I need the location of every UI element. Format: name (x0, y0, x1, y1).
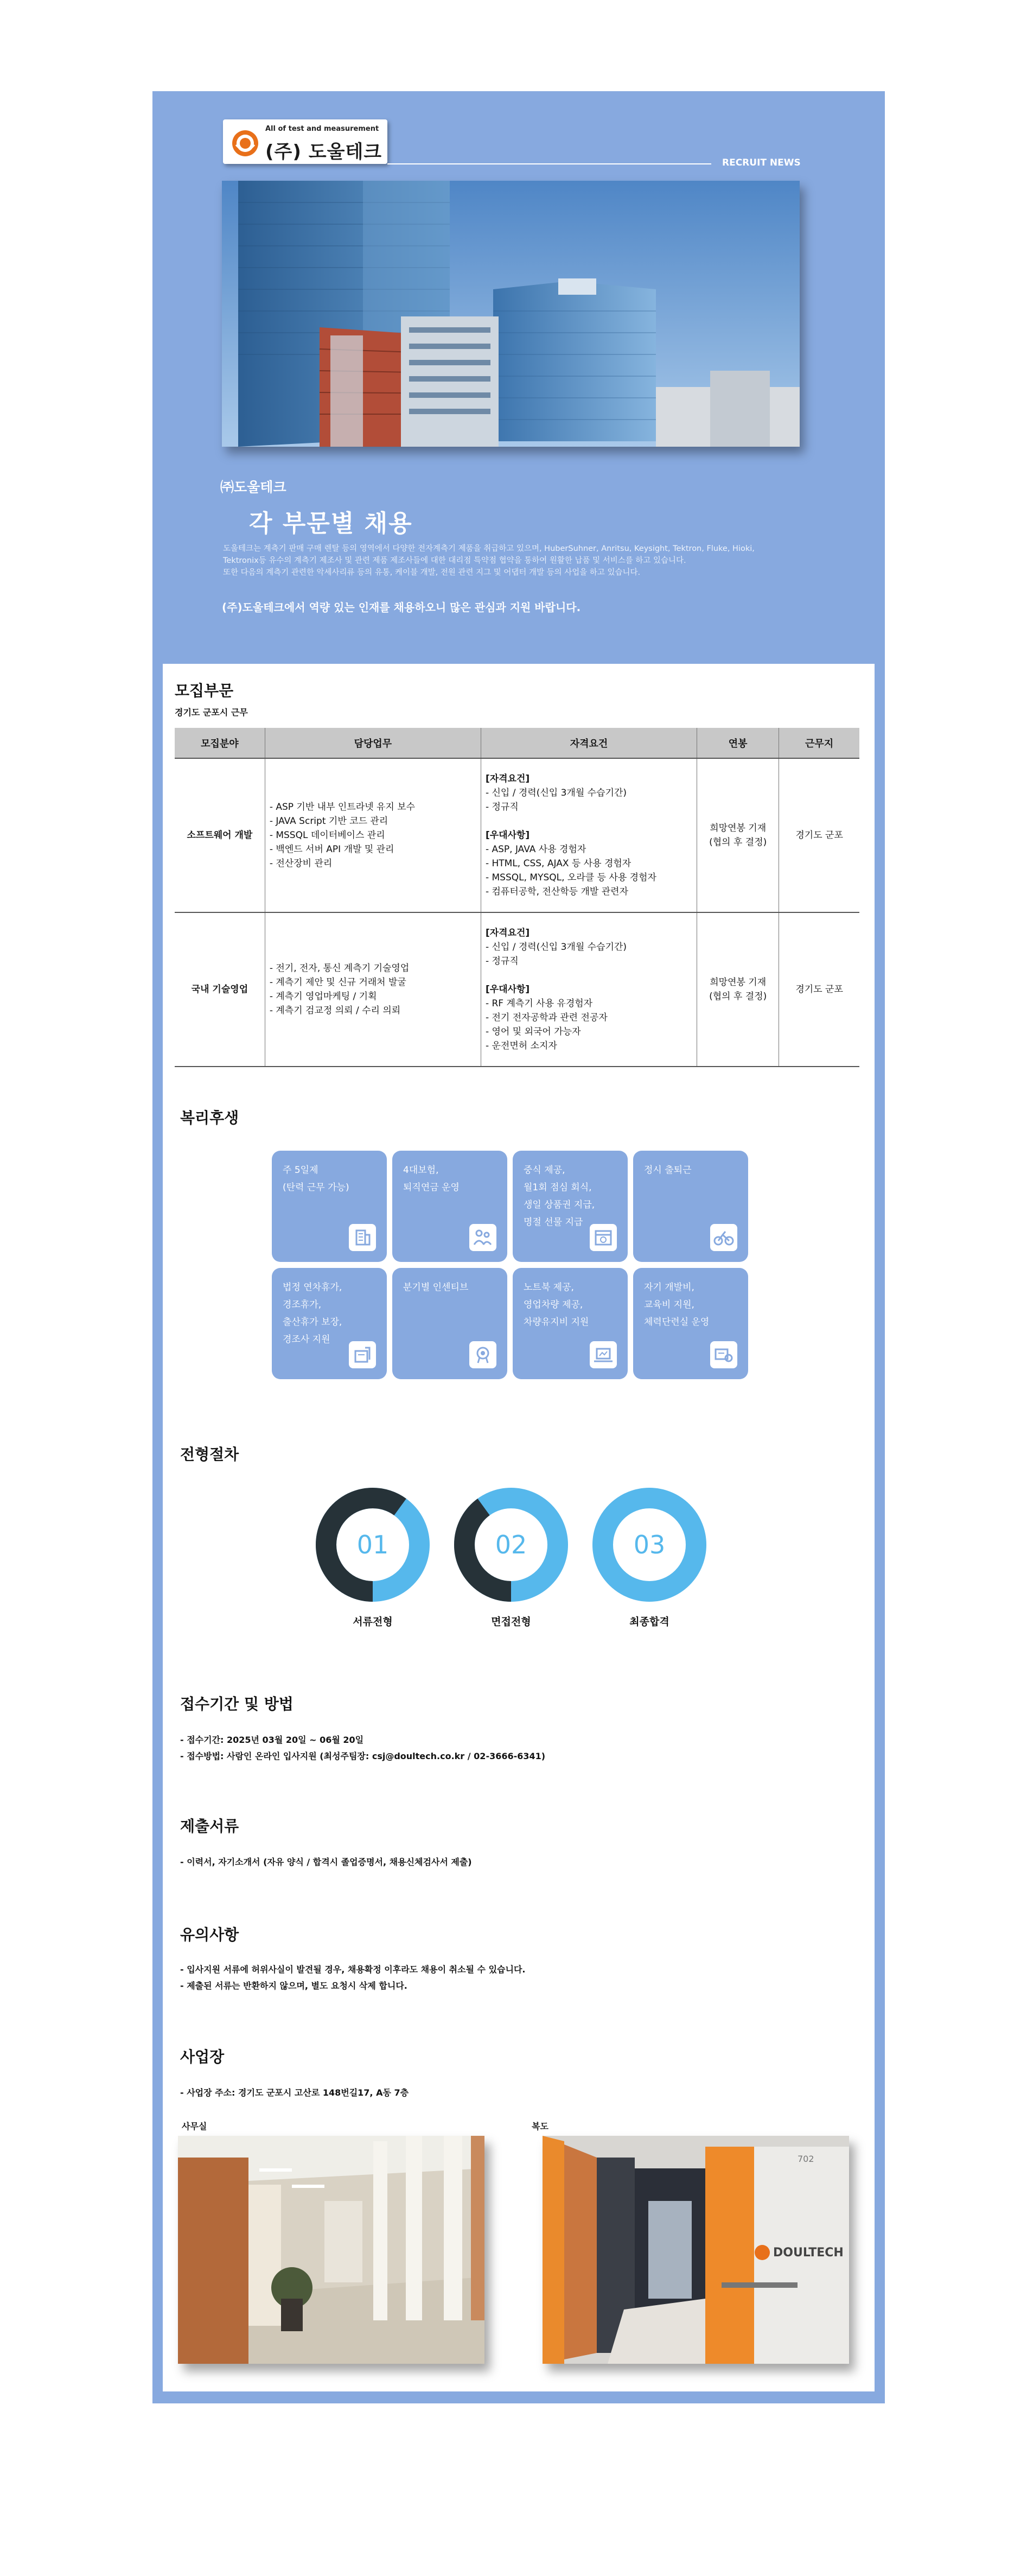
duty-item: - ASP 기반 내부 인트라넷 유지 보수 (269, 802, 416, 813)
salary-text: 희망연봉 기재 (710, 977, 767, 988)
welfare-line: 명절 선물 지급 (524, 1217, 583, 1228)
welfare-text (283, 1279, 379, 1348)
welfare-line: 분기별 인센티브 (403, 1282, 469, 1293)
welfare-line: 자기 개발비, (644, 1282, 694, 1293)
welfare-line: 차량유지비 지원 (524, 1317, 589, 1328)
job-duties (265, 758, 481, 912)
job-field: 소프트웨어 개발 (175, 758, 265, 912)
welfare-card (513, 1268, 628, 1379)
welfare-line: 중식 제공, (524, 1165, 565, 1176)
company-logo (223, 119, 387, 164)
welfare-text (283, 1162, 379, 1196)
apply-method: - 접수방법: 사람인 온라인 입사지원 (최성주팀장: csj@doultech.co.kr / 02-3666-6341) (180, 1751, 546, 1761)
family-icon (469, 1224, 496, 1251)
step-number: 03 (633, 1530, 666, 1559)
content-panel (163, 664, 875, 2391)
duty-item: - 전기, 전자, 통신 계측기 기술영업 (269, 963, 410, 974)
welfare-line: 교육비 지원, (644, 1299, 694, 1310)
job-field: 국내 기술영업 (175, 912, 265, 1067)
job-place: 경기도 군포 (779, 758, 859, 912)
intro-line: 도울테크는 계측기 판매 구매 렌탈 등의 영역에서 다양한 전자계측기 제품을 취급하고 있으며, HuberSuhner, Anritsu, Keysight, Tektron, Fluke, Hioki, (223, 544, 755, 553)
requirement-item: - 정규직 (485, 802, 519, 813)
section-title-apply: 접수기간 및 방법 (180, 1695, 294, 1713)
work-location: 경기도 군포시 근무 (175, 707, 248, 718)
job-requirements (481, 758, 697, 912)
corridor-photo (543, 2136, 849, 2364)
column-header: 근무지 (779, 728, 859, 758)
welfare-card (513, 1151, 628, 1262)
photo-caption: 사무실 (182, 2121, 207, 2131)
building-icon (349, 1224, 376, 1251)
leave-icon (349, 1341, 376, 1368)
job-requirements (481, 912, 697, 1067)
section-title-process: 전형절차 (180, 1445, 239, 1463)
hero-building-photo (222, 181, 800, 447)
step-number: 02 (495, 1530, 527, 1559)
welfare-line: 영업차량 제공, (524, 1299, 583, 1310)
welfare-text (524, 1279, 620, 1331)
salary-text: 희망연봉 기재 (710, 823, 767, 834)
job-salary (697, 912, 779, 1067)
job-duties (265, 912, 481, 1067)
preference-item: - RF 계측기 사용 유경험자 (485, 998, 593, 1009)
requirement-item: - 신입 / 경력(신입 3개월 수습기간) (485, 942, 627, 953)
door-sign: DOULTECH (773, 2246, 844, 2260)
preference-item: - HTML, CSS, AJAX 등 사용 경험자 (485, 858, 631, 869)
column-header: 자격요건 (481, 728, 697, 758)
process-step (454, 1488, 568, 1602)
duty-item: - 계측기 영업마케팅 / 기획 (269, 991, 377, 1002)
notice-line: - 제출된 서류는 반환하지 않으며, 별도 요청시 삭제 합니다. (180, 1981, 407, 1991)
welfare-line: 퇴직연금 운영 (403, 1182, 460, 1193)
preference-item: - 컴퓨터공학, 전산학등 개발 관련자 (485, 886, 629, 897)
duty-item: - MSSQL 데이터베이스 관리 (269, 830, 385, 841)
welfare-line: 법정 연차휴가, (283, 1282, 342, 1293)
welfare-line: 체력단련실 운영 (644, 1317, 710, 1328)
requirement-item: - 정규직 (485, 956, 519, 967)
preferences-heading: [우대사항] (485, 984, 530, 995)
bicycle-icon (710, 1224, 737, 1251)
salary-note: (협의 후 결정) (709, 991, 767, 1002)
job-place: 경기도 군포 (779, 912, 859, 1067)
welfare-line: 경조휴가, (283, 1299, 322, 1310)
duty-item: - 전산장비 관리 (269, 858, 333, 869)
intro-line: 또한 다음의 계측기 관련한 악세사리류 등의 유통, 케이블 개발, 전원 관련 지그 및 어댑터 개발 등의 사업을 하고 있습니다. (223, 568, 641, 577)
welfare-line: (탄력 근무 가능) (283, 1182, 349, 1193)
recruit-table (175, 728, 859, 1067)
step-number: 01 (356, 1530, 389, 1559)
section-title-welfare: 복리후생 (180, 1109, 239, 1127)
documents-line: - 이력서, 자기소개서 (자유 양식 / 합격시 졸업증명서, 채용신체검사서 제출) (180, 1857, 472, 1867)
welfare-text (524, 1162, 620, 1231)
office-photo (178, 2136, 484, 2364)
requirements-heading: [자격요건] (485, 928, 530, 938)
training-icon (710, 1341, 737, 1368)
process-step (592, 1488, 706, 1602)
page-title: 각 부문별 채용 (249, 510, 413, 537)
welfare-line: 노트북 제공, (524, 1282, 574, 1293)
photo-caption: 복도 (532, 2121, 548, 2131)
table-row (175, 758, 859, 912)
column-header: 담당업무 (265, 728, 481, 758)
section-title-recruit: 모집부문 (175, 682, 234, 700)
table-header-row (175, 728, 859, 758)
duty-item: - 계측기 검교정 의뢰 / 수리 의뢰 (269, 1005, 401, 1016)
header-divider (387, 163, 711, 164)
welfare-card (272, 1268, 387, 1379)
welfare-line: 생일 상품권 지급, (524, 1200, 595, 1210)
logo-company-name: (주) 도울테크 (265, 141, 382, 163)
laptop-icon (590, 1341, 617, 1368)
welfare-card (633, 1268, 748, 1379)
requirements-heading: [자격요건] (485, 773, 530, 784)
column-header: 모집분야 (175, 728, 265, 758)
column-header: 연봉 (697, 728, 779, 758)
section-title-workplace: 사업장 (180, 2048, 225, 2066)
welfare-text (644, 1279, 741, 1331)
welfare-line: 정시 출퇴근 (644, 1165, 692, 1176)
duty-item: - 백엔드 서버 API 개발 및 관리 (269, 844, 394, 855)
preference-item: - 영어 및 외국어 가능자 (485, 1026, 581, 1037)
step-label: 면접전형 (491, 1616, 531, 1628)
recruitment-poster (152, 91, 885, 2403)
welfare-line: 주 5일제 (283, 1165, 318, 1176)
step-label: 서류전형 (353, 1616, 393, 1628)
invitation-text: (주)도울테크에서 역량 있는 인재를 채용하오니 많은 관심과 지원 바랍니다. (222, 601, 581, 614)
section-title-notice: 유의사항 (180, 1926, 239, 1944)
welfare-text (403, 1162, 500, 1196)
process-step (316, 1488, 430, 1602)
welfare-card (272, 1151, 387, 1262)
table-row (175, 912, 859, 1067)
welfare-line: 경조사 지원 (283, 1334, 330, 1345)
welfare-card (392, 1268, 507, 1379)
recruit-news-label: RECRUIT NEWS (722, 157, 801, 168)
duty-item: - JAVA Script 기반 코드 관리 (269, 816, 388, 827)
logo-tagline: All of test and measurement (265, 125, 379, 133)
requirement-item: - 신입 / 경력(신입 3개월 수습기간) (485, 788, 627, 798)
notice-line: - 입사지원 서류에 허위사실이 발견될 경우, 채용확정 이후라도 채용이 취소될 수 있습니다. (180, 1964, 526, 1975)
welfare-line: 월1회 점심 회식, (524, 1182, 592, 1193)
company-intro (223, 543, 809, 579)
section-title-documents: 제출서류 (180, 1817, 239, 1835)
preference-item: - 전기 전자공학과 관련 전공자 (485, 1012, 608, 1023)
welfare-text (403, 1279, 500, 1296)
company-label: ㈜도울테크 (220, 479, 286, 495)
preferences-heading: [우대사항] (485, 830, 530, 841)
welfare-card (392, 1151, 507, 1262)
door-number: 702 (798, 2154, 814, 2164)
calendar-icon (590, 1224, 617, 1251)
preference-item: - MSSQL, MYSQL, 오라클 등 사용 경험자 (485, 872, 656, 883)
medal-icon (469, 1341, 496, 1368)
salary-note: (협의 후 결정) (709, 837, 767, 848)
duty-item: - 계측기 제안 및 신규 거래처 발굴 (269, 977, 406, 988)
intro-line: Tektronix등 유수의 계측기 제조사 및 관련 제품 제조사들에 대한 대리점 특약점 협약을 통하여 원활한 납품 및 서비스를 하고 있습니다. (223, 556, 686, 565)
welfare-line: 4대보험, (403, 1165, 439, 1176)
apply-period: - 접수기간: 2025년 03월 20일 ~ 06월 20일 (180, 1735, 364, 1745)
preference-item: - 운전면허 소지자 (485, 1040, 557, 1051)
logo-swirl-icon (231, 129, 260, 158)
welfare-text (644, 1162, 741, 1179)
step-label: 최종합격 (629, 1616, 669, 1628)
welfare-line: 출산휴가 보장, (283, 1317, 342, 1328)
preference-item: - ASP, JAVA 사용 경험자 (485, 844, 586, 855)
job-salary (697, 758, 779, 912)
welfare-card (633, 1151, 748, 1262)
workplace-address: - 사업장 주소: 경기도 군포시 고산로 148번길17, A동 7층 (180, 2088, 409, 2098)
